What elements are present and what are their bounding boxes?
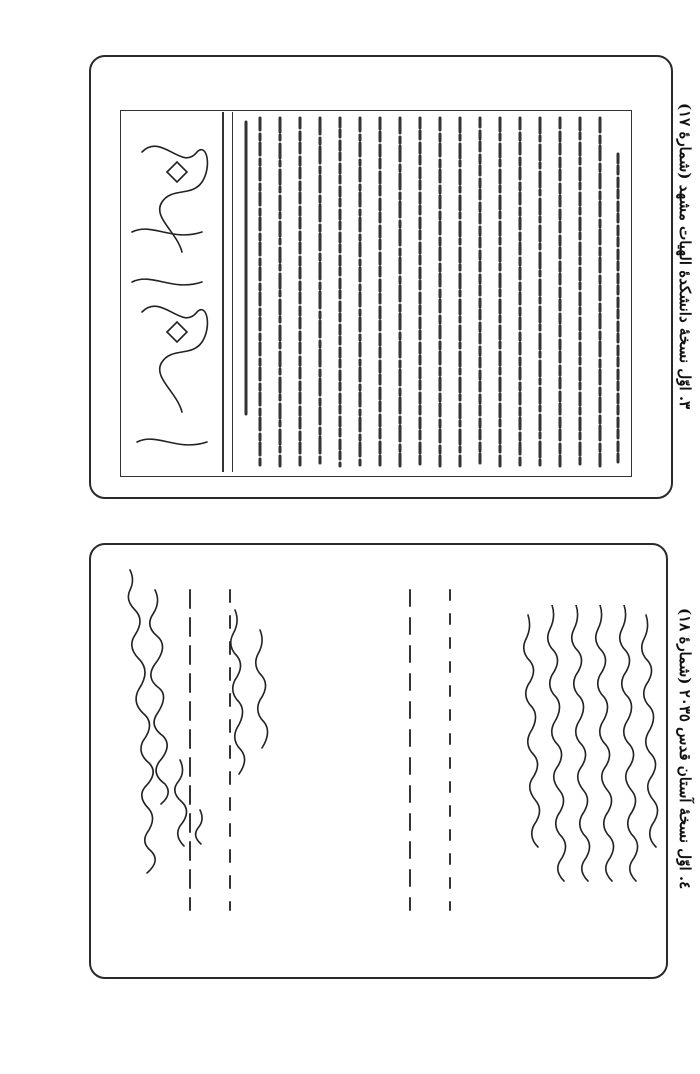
headpiece-border-inner [232, 112, 233, 472]
headpiece-border [222, 112, 224, 472]
headpiece-illumination [122, 112, 222, 472]
manuscript-title-script [110, 560, 220, 960]
caption-plate-17: ٣. اوّل نسخهٔ دانشکدهٔ الهیات مشهد (شمارهٔ ١٧) [676, 103, 694, 410]
manuscript-body-script [520, 605, 660, 945]
caption-plate-18: ٤. اوّل نسخهٔ آستان قدس ٢٠٣٥ (شمارهٔ ١٨) [676, 608, 694, 890]
manuscript-text-lines [240, 114, 630, 474]
manuscript-middle-script [220, 600, 280, 820]
